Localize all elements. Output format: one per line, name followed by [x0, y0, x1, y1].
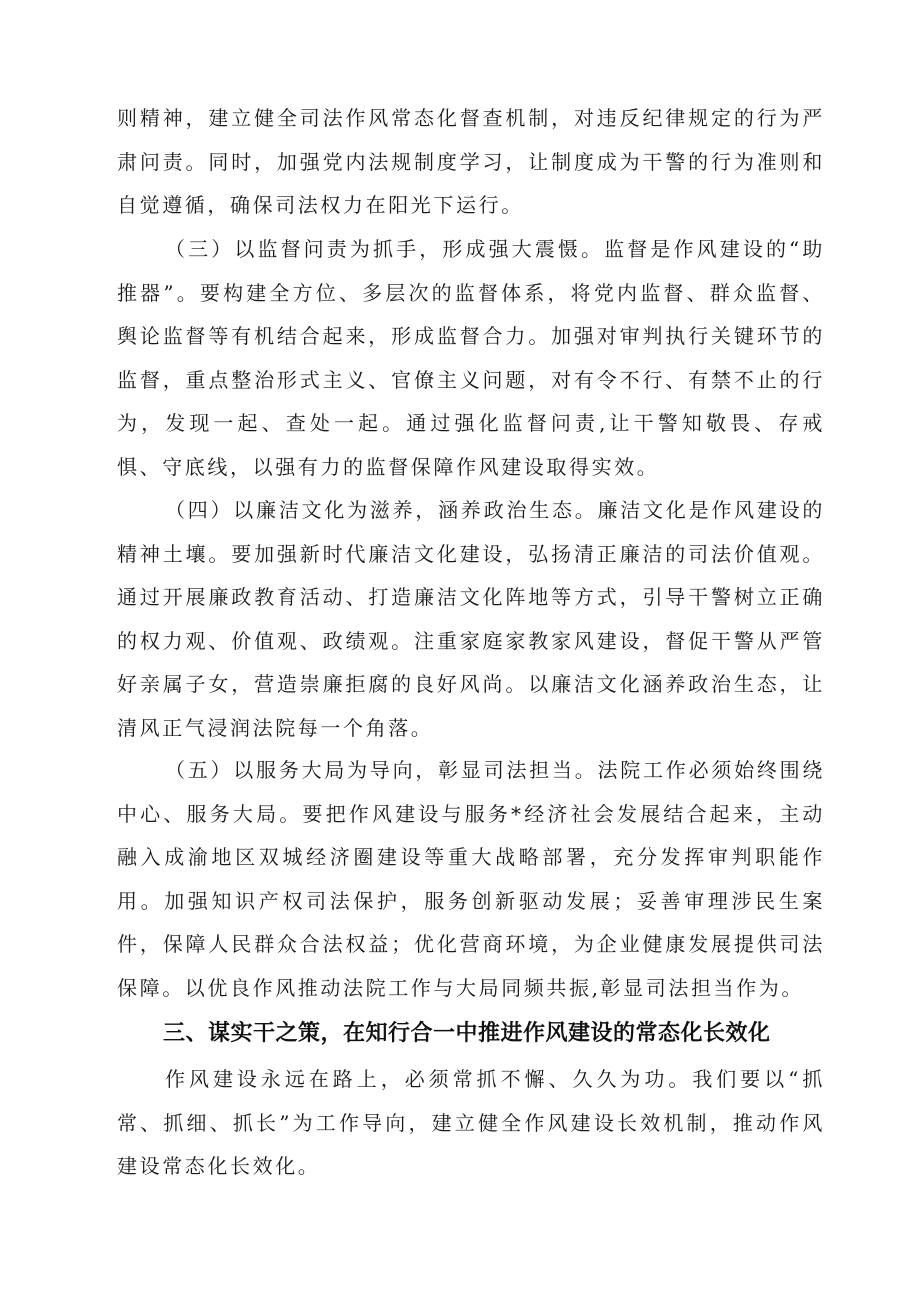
paragraph-serve-overall: （五）以服务大局为导向，彰显司法担当。法院工作必须始终围绕中心、服务大局。要把作风建设与服务*经济社会发展结合起来，主动融入成渝地区双城经济圈建设等重大战略部署，充分发挥审判职能作用。加强知识产权司法保护，服务创新驱动发展；妥善审理涉民生案件，保障人民群众合法权益；优化营商环境，为企业健康发展提供司法保障。以优良作风推动法院工作与大局同频共振,彰显司法担当作为。 [117, 758, 825, 1000]
paragraph-continuation: 则精神，建立健全司法作风常态化督查机制，对违反纪律规定的行为严肃问责。同时，加强党内法规制度学习，让制度成为干警的行为准则和自觉遵循，确保司法权力在阳光下运行。 [117, 106, 825, 217]
paragraph-closing: 作风建设永远在路上，必须常抓不懈、久久为功。我们要以“抓常、抓细、抓长”为工作导向，建立健全作风建设长效机制，推动作风建设常态化长效化。 [117, 1067, 825, 1178]
paragraph-supervision: （三）以监督问责为抓手，形成强大震慑。监督是作风建设的“助推器”。要构建全方位、多层次的监督体系，将党内监督、群众监督、舆论监督等有机结合起来，形成监督合力。加强对审判执行关键环节的监督，重点整治形式主义、官僚主义问题，对有令不行、有禁不止的行为，发现一起、查处一起。通过强化监督问责,让干警知敬畏、存戒惧、守底线，以强有力的监督保障作风建设取得实效。 [117, 237, 825, 479]
paragraph-integrity-culture: （四）以廉洁文化为滋养，涵养政治生态。廉洁文化是作风建设的精神土壤。要加强新时代廉洁文化建设，弘扬清正廉洁的司法价值观。通过开展廉政教育活动、打造廉洁文化阵地等方式，引导干警树立正确的权力观、价值观、政绩观。注重家庭家教家风建设，督促干警从严管好亲属子女，营造崇廉拒腐的良好风尚。以廉洁文化涵养政治生态，让清风正气浸润法院每一个角落。 [117, 498, 825, 740]
section-heading: 三、谋实干之策，在知行合一中推进作风建设的常态化长效化 [163, 1021, 771, 1046]
